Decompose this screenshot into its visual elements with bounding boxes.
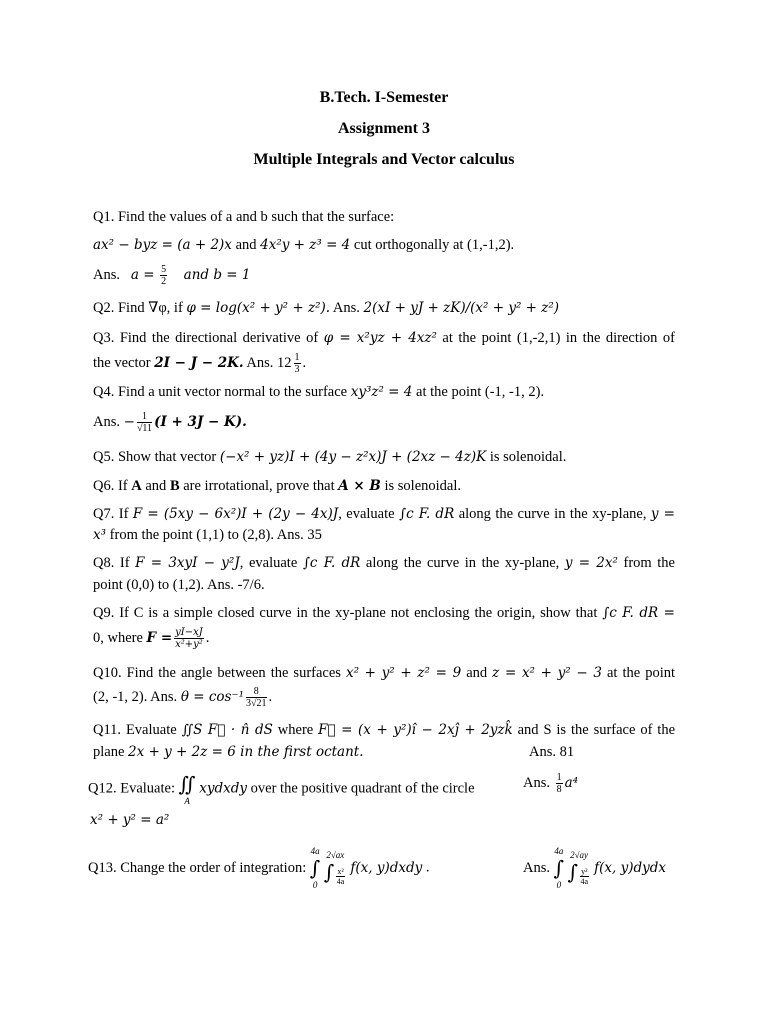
q6-text3: is solenoidal. <box>380 478 462 494</box>
q10-theta: θ = cos⁻¹ <box>180 688 244 705</box>
q13-outer-lower: 0 <box>312 880 318 890</box>
q12-ans-fraction <box>556 772 563 795</box>
q13-outer-integral: 4a ∫ 0 <box>309 846 321 890</box>
q9-period: . <box>205 629 210 646</box>
q11-text1: Q11. Evaluate <box>93 722 182 738</box>
q10-period: . <box>268 688 273 705</box>
q1-eq2: 4x²y + z³ = 4 <box>260 237 351 253</box>
q11-integral: ∬S F⃗ · n̂ dS <box>181 722 273 738</box>
q13-inner-lower-den: 4a <box>336 876 345 886</box>
q8-text2: , evaluate <box>239 555 303 571</box>
q11-plane: 2x + y + 2z = 6 <box>128 744 236 760</box>
q3-text1: Q3. Find the directional derivative of <box>93 330 324 346</box>
q10-eq2: z = x² + y² − 3 <box>492 665 602 681</box>
q13-ans-inner-upper: 2√ay <box>570 850 589 861</box>
q9-line2-text: 0, where <box>93 629 147 646</box>
q4-text2: at the point (-1, -1, 2). <box>412 384 545 400</box>
q7-line2-text: from the point (1,1) to (2,8). Ans. 35 <box>106 527 322 543</box>
q13-period: . <box>422 859 430 876</box>
q1-and: and <box>231 237 261 253</box>
q7-integral: ∫c F. dR <box>399 506 455 522</box>
q3-line2 <box>93 352 306 375</box>
q12-line2 <box>90 812 169 829</box>
q4-ans-den: √11 <box>136 423 153 434</box>
q3-text3: the vector <box>93 354 155 371</box>
q13-outer-upper: 4a <box>310 846 320 856</box>
q13-ans-inner-lower <box>580 867 588 886</box>
q9-text1: Q9. If C is a simple closed curve in the xy-plane not enclosing the origin, show that <box>93 605 603 621</box>
q5-text1: Q5. Show that vector <box>93 449 220 465</box>
q3-ans-den: 3 <box>294 364 300 375</box>
q11-line2-text: plane <box>93 744 129 760</box>
q12-ans-label: Ans. <box>523 774 550 791</box>
q6-text1: Q6. If <box>93 478 132 494</box>
q8-text3: along the curve in the xy-plane, <box>360 555 565 571</box>
q11-answer: Ans. 81 <box>529 744 575 760</box>
q10-text1: Q10. Find the angle between the surfaces <box>93 665 346 681</box>
q12-answer <box>523 772 578 795</box>
q3-ans-fraction <box>294 352 301 375</box>
q13-inner-upper: 2√ax <box>326 850 345 861</box>
q4-ans-sign: − <box>123 413 135 430</box>
q7-line2-eq: x³ <box>93 527 107 543</box>
q11-text2: and S is the surface of the <box>512 722 676 738</box>
q10-t-num: 8 <box>246 686 267 698</box>
assignment-title: Assignment 3 <box>337 120 430 137</box>
q4-ans-vector: (I + 3J − K). <box>154 413 247 430</box>
q12-ans-den: 8 <box>556 784 562 795</box>
q10-line1 <box>93 665 675 682</box>
q12-integrand: xydxdy <box>199 780 248 797</box>
q1-answer <box>93 264 250 287</box>
q3-line1 <box>93 330 675 347</box>
q10-eq1: x² + y² + z² = 9 <box>345 665 462 681</box>
q2-line <box>93 300 559 317</box>
q6-line <box>93 478 461 495</box>
q8-text4: from the <box>617 555 675 571</box>
q8-text1: Q8. If <box>93 555 136 571</box>
q7-text3: along the curve in the xy-plane, <box>454 506 651 522</box>
q12-line1 <box>88 772 475 806</box>
q1-ans-label: Ans. <box>93 266 120 283</box>
q12-text1: Q12. Evaluate: <box>88 780 179 797</box>
q10-line2 <box>93 686 272 709</box>
q13-inner-lower <box>336 867 344 886</box>
q13-ans-outer-upper: 4a <box>554 846 564 856</box>
topic-title: Multiple Integrals and Vector calculus <box>253 151 515 168</box>
q13-line <box>88 846 430 890</box>
q13-ans-label: Ans. <box>523 859 550 876</box>
q1-ans-b: and b = 1 <box>183 266 251 283</box>
q3-vector: 2I − J − 2K. <box>154 354 244 371</box>
q10-line2-text: (2, -1, 2). Ans. <box>93 688 181 705</box>
q13-ans-integrand: f(x, y)dydx <box>594 860 667 876</box>
q12-text2: over the positive quadrant of the circle <box>247 780 475 797</box>
q6-and: and <box>141 478 170 494</box>
q1-tail: cut orthogonally at (1,-1,2). <box>350 237 515 253</box>
q7-text2: , evaluate <box>338 506 400 522</box>
q13-inner-lower-num: x² <box>337 866 344 876</box>
q13-text1: Q13. Change the order of integration: <box>88 859 307 876</box>
q1-ans-a: a = <box>130 266 155 283</box>
q7-text1: Q7. If <box>93 506 133 522</box>
q2-eq: φ = log(x² + y² + z²). <box>186 300 331 316</box>
q2-ans: 2(xI + yJ + zK)/(x² + y² + z²) <box>363 300 560 316</box>
q10-fraction <box>246 686 267 709</box>
q13-inner-integral: 2√ax ∫ $\frac{\text{x²}}{4a}$ <box>324 850 347 885</box>
q11-line2 <box>93 744 364 761</box>
q6-a: A <box>131 478 142 494</box>
q12-integral-stack <box>179 772 196 806</box>
q3-ans-label: Ans. <box>243 354 278 371</box>
q10-and: and <box>461 665 493 681</box>
q1-ans-a-num: 5 <box>161 264 167 275</box>
q12-integral-sign: ∬ <box>178 772 196 796</box>
q12-integral-sub: A <box>184 796 190 806</box>
q5-eq: (−x² + yz)I + (4y − z²x)J + (2xz − 4z)K <box>219 449 487 465</box>
q8-line1 <box>93 555 675 572</box>
q4-answer <box>93 411 247 434</box>
q3-eq: φ = x²yz + 4xz² <box>323 330 437 346</box>
q13-ans-inner-lower-den: 4a <box>580 876 589 886</box>
q12-circle-eq: x² + y² = a² <box>90 812 170 828</box>
q9-f-num: yI−xJ <box>175 627 203 638</box>
q3-ans-whole: 12 <box>277 354 292 371</box>
q7-eq: F = (5xy − 6x²)I + (2y − 4x)J <box>132 506 339 522</box>
course-title: B.Tech. I-Semester <box>319 89 449 106</box>
q6-text2: are irrotational, prove that <box>179 478 339 494</box>
q9-line1 <box>93 605 675 622</box>
q11-line1 <box>93 722 675 739</box>
q1-ans-a-den: 2 <box>161 276 167 287</box>
q11-octant: in the first octant. <box>235 744 364 760</box>
q1-text: Q1. Find the values of a and b such that the surface: <box>93 209 395 225</box>
q10-t-den: 3√21 <box>246 698 267 709</box>
q13-answer <box>523 846 666 890</box>
q4-ans-num: 1 <box>137 411 152 423</box>
q6-eq: A × B <box>338 478 381 494</box>
q5-line <box>93 449 566 466</box>
q12-ans-a: a⁴ <box>564 774 579 791</box>
q4-ans-label: Ans. <box>93 413 124 430</box>
q3-text2: at the point (1,-2,1) in the direction of <box>436 330 675 346</box>
q7-yeq: y = <box>650 506 675 522</box>
q9-feq: F = <box>146 629 173 646</box>
q11-where: where <box>272 722 319 738</box>
q4-ans-fraction <box>137 411 152 434</box>
q1-ans-a-fraction <box>160 264 167 287</box>
q13-integrand: f(x, y)dxdy <box>350 860 423 876</box>
q13-ans-outer-lower: 0 <box>556 880 562 890</box>
q9-fraction <box>174 627 204 650</box>
q8-yeq: y = 2x² <box>564 555 618 571</box>
q9-line2 <box>93 627 209 650</box>
q6-b: B <box>169 478 180 494</box>
q8-eq: F = 3xyI − y²J <box>135 555 240 571</box>
q10-text2: at the point <box>601 665 676 681</box>
q3-period: . <box>302 354 307 371</box>
q1-equation-line <box>93 237 514 254</box>
q2-ans-label: Ans. <box>330 300 364 316</box>
q12-ans-num: 1 <box>556 772 562 783</box>
q7-line2 <box>93 527 322 544</box>
q9-integral: ∫c F. dR = <box>602 605 675 621</box>
q13-ans-outer-integral: 4a ∫ 0 <box>553 846 565 890</box>
q4-line <box>93 384 544 401</box>
q2-text: Q2. Find ∇φ, if <box>93 300 187 316</box>
q13-ans-inner-lower-num: y² <box>581 866 588 876</box>
q4-eq: xy³z² = 4 <box>350 384 413 400</box>
q11-feq: F⃗ = (x + y²)î − 2xĵ + 2yzk̂ <box>318 722 513 738</box>
q13-ans-inner-integral: 2√ay ∫ $\frac{\text{y²}}{4a}$ <box>568 850 591 885</box>
q4-text1: Q4. Find a unit vector normal to the surface <box>93 384 351 400</box>
q9-f-den: x²+y² <box>175 639 203 650</box>
q3-ans-num: 1 <box>294 352 300 363</box>
q7-line1 <box>93 506 675 523</box>
q8-integral: ∫c F. dR <box>302 555 361 571</box>
q8-line2: point (0,0) to (1,2). Ans. -7/6. <box>93 577 265 593</box>
q5-text2: is solenoidal. <box>486 449 567 465</box>
q1-eq1: ax² − byz = (a + 2)x <box>93 237 232 253</box>
